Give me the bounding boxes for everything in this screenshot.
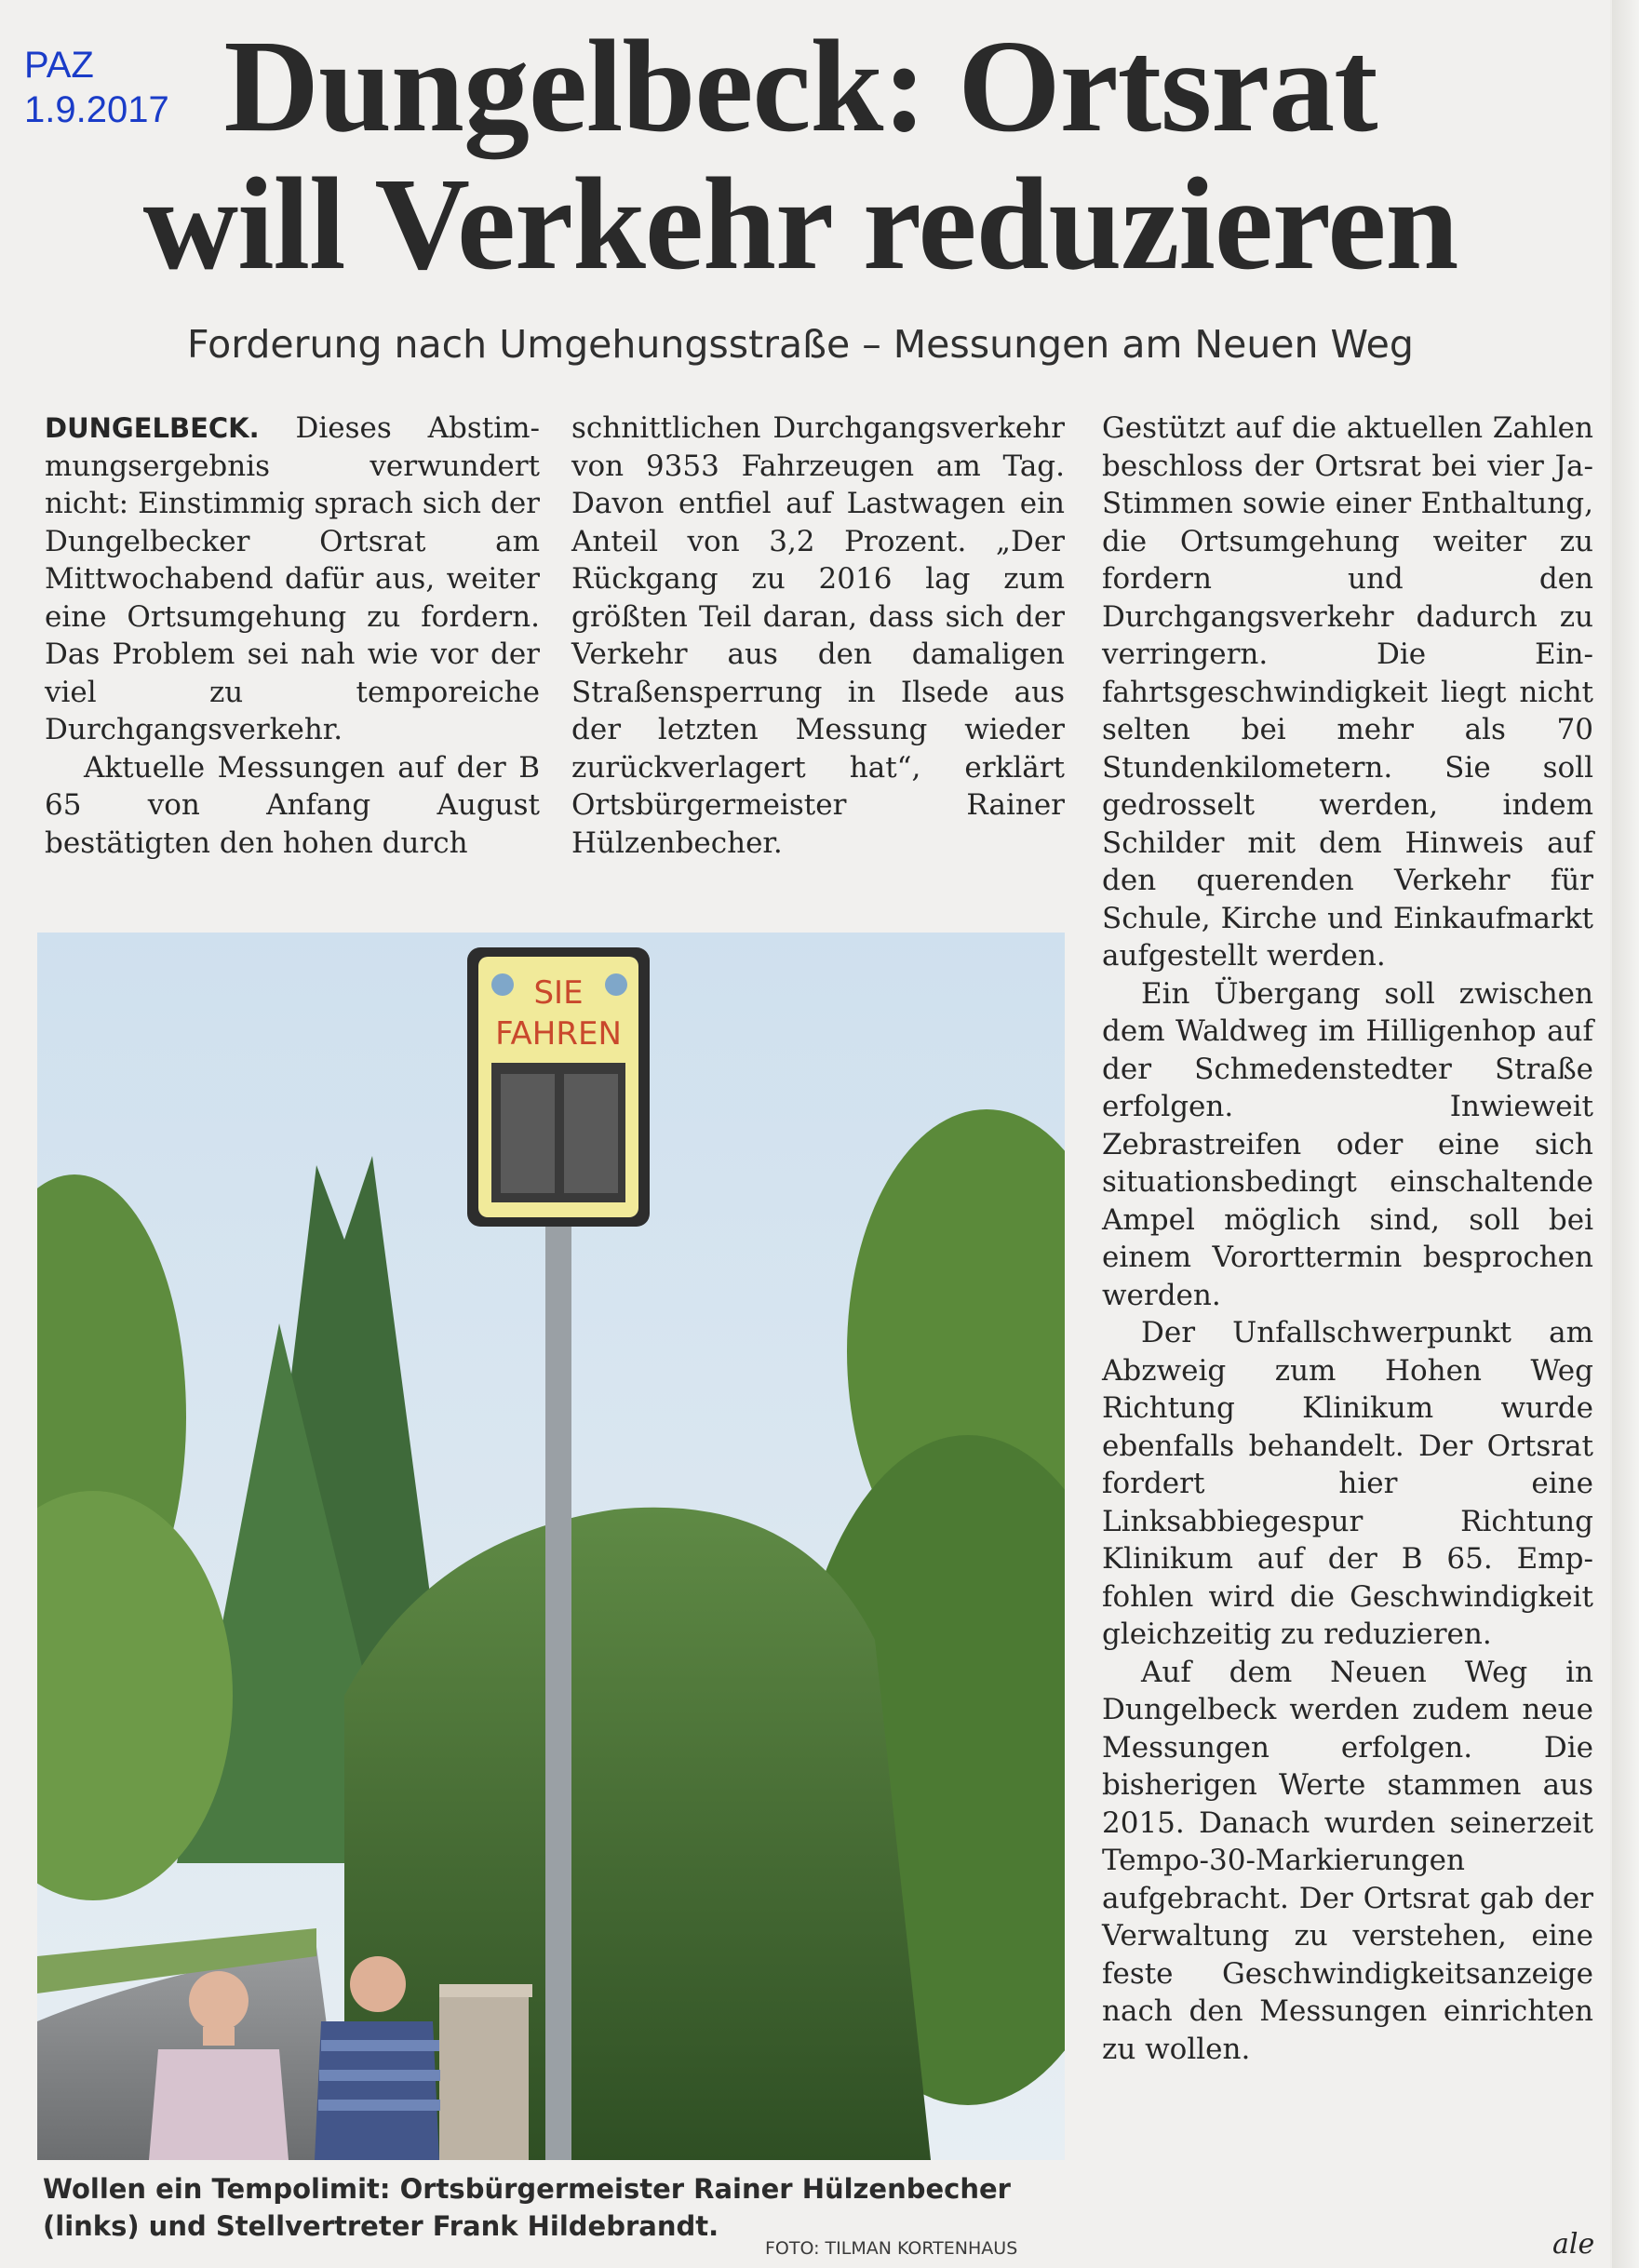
photo-scene	[37, 933, 1065, 2160]
headline-line-1: Dungelbeck: Ortsrat	[223, 12, 1377, 159]
sign-emblem-right	[605, 973, 627, 996]
display-digit-right	[564, 1074, 618, 1193]
dateline: DUNGELBECK.	[45, 412, 260, 444]
article-column-3	[1102, 409, 1593, 2068]
paragraph-text: Dieses Abstimmungsergebnis verwundert nicht: Einstimmig sprach sich der Dungelbecker Ortsrat am Mittwochabend dafür aus, weiter eine Ortsumgehung zu fordern. Das Problem sei nah wie vor der viel zu temporeiche Durchgangsverkehr.	[45, 411, 540, 746]
paragraph: Der Unfallschwerpunkt am Abzweig zum Hohen Weg Richtung Klinikum wurde ebenfalls behandelt. Der Ortsrat fordert hier eine Linksabbiegespur Richtung Klinikum auf der B 65. Empfohlen wird die Geschwindigkeit gleichzeitig zu reduzieren.	[1102, 1316, 1593, 1651]
paragraph: Gestützt auf die aktuellen Zahlen beschloss der Ortsrat bei vier Ja-Stimmen sowie einer Enthaltung, die Ortsumgehung weiter zu fordern und den Durchgangsverkehr dadurch zu verringern. Die Einfahrtsgeschwindigkeit liegt nicht selten bei mehr als 70 Stundenkilometern. Sie soll gedrosselt werden, indem Schilder mit dem Hinweis auf den querenden Verkehr für Schule, Kirche und Einkaufmarkt aufgestellt werden.	[1102, 411, 1593, 973]
display-digit-left	[501, 1074, 555, 1193]
paragraph	[45, 409, 540, 749]
author-signature: ale	[1552, 2228, 1595, 2261]
utility-box-lid	[439, 1984, 532, 1997]
photo-credit: FOTO: TILMAN KORTENHAUS	[765, 2238, 1018, 2259]
sign-pole	[545, 1212, 571, 2160]
page-edge	[1612, 0, 1639, 2268]
paragraph: Ein Übergang soll zwischen dem Waldweg im Hilligenhop auf der Schmedenstedter Straße erfolgen. Inwieweit Zebrastreifen oder eine sich situationsbedingt einschaltende Ampel möglich sind, soll bei einem Vororttermin besprochen werden.	[1102, 976, 1593, 1312]
paragraph: Auf dem Neuen Weg in Dungelbeck werden zudem neue Messungen erfolgen. Die bisherigen Werte stammen aus 2015. Danach wurden seinerzeit Tempo-30-Markierungen aufgebracht. Der Ortsrat gab der Verwaltung zu verstehen, eine feste Geschwindigkeitsanzeige nach den Messungen einrichten zu wollen.	[1102, 1655, 1593, 2066]
subheadline: Forderung nach Umgehungsstraße – Messungen am Neuen Weg	[187, 322, 1414, 367]
sign-text-sie: SIE	[533, 974, 584, 1012]
source-date: 1.9.2017	[24, 89, 169, 130]
photo-caption: Wollen ein Tempolimit: Ortsbürgermeister Rainer Hülzenbecher (links) und Stellvertreter Frank Hildebrandt.	[43, 2173, 1011, 2242]
paragraph: Aktuelle Messungen auf der B 65 von Anfang August bestätigten den hohen durch	[45, 750, 540, 860]
headline-line-2: will Verkehr reduzieren	[142, 150, 1458, 297]
utility-box	[439, 1993, 529, 2160]
article-photo	[37, 933, 1065, 2160]
article-column-2	[571, 409, 1065, 862]
source-name: PAZ	[24, 45, 94, 86]
sign-text-fahren: FAHREN	[495, 1015, 622, 1053]
sign-emblem-left	[491, 973, 514, 996]
headline	[140, 12, 1461, 297]
article-column-1	[45, 409, 540, 862]
paragraph: schnittlichen Durchgangsverkehr von 9353 Fahrzeugen am Tag. Davon entfiel auf Lastwagen ein Anteil von 3,2 Prozent. „Der Rückgang zu 2016 lag zum größten Teil daran, dass sich der Verkehr aus den damaligen Straßensperrung in Ilsede aus der letzten Messung wieder zurückverlagert hat“, erklärt Ortsbürgermeister Rainer Hülzenbecher.	[571, 411, 1065, 860]
